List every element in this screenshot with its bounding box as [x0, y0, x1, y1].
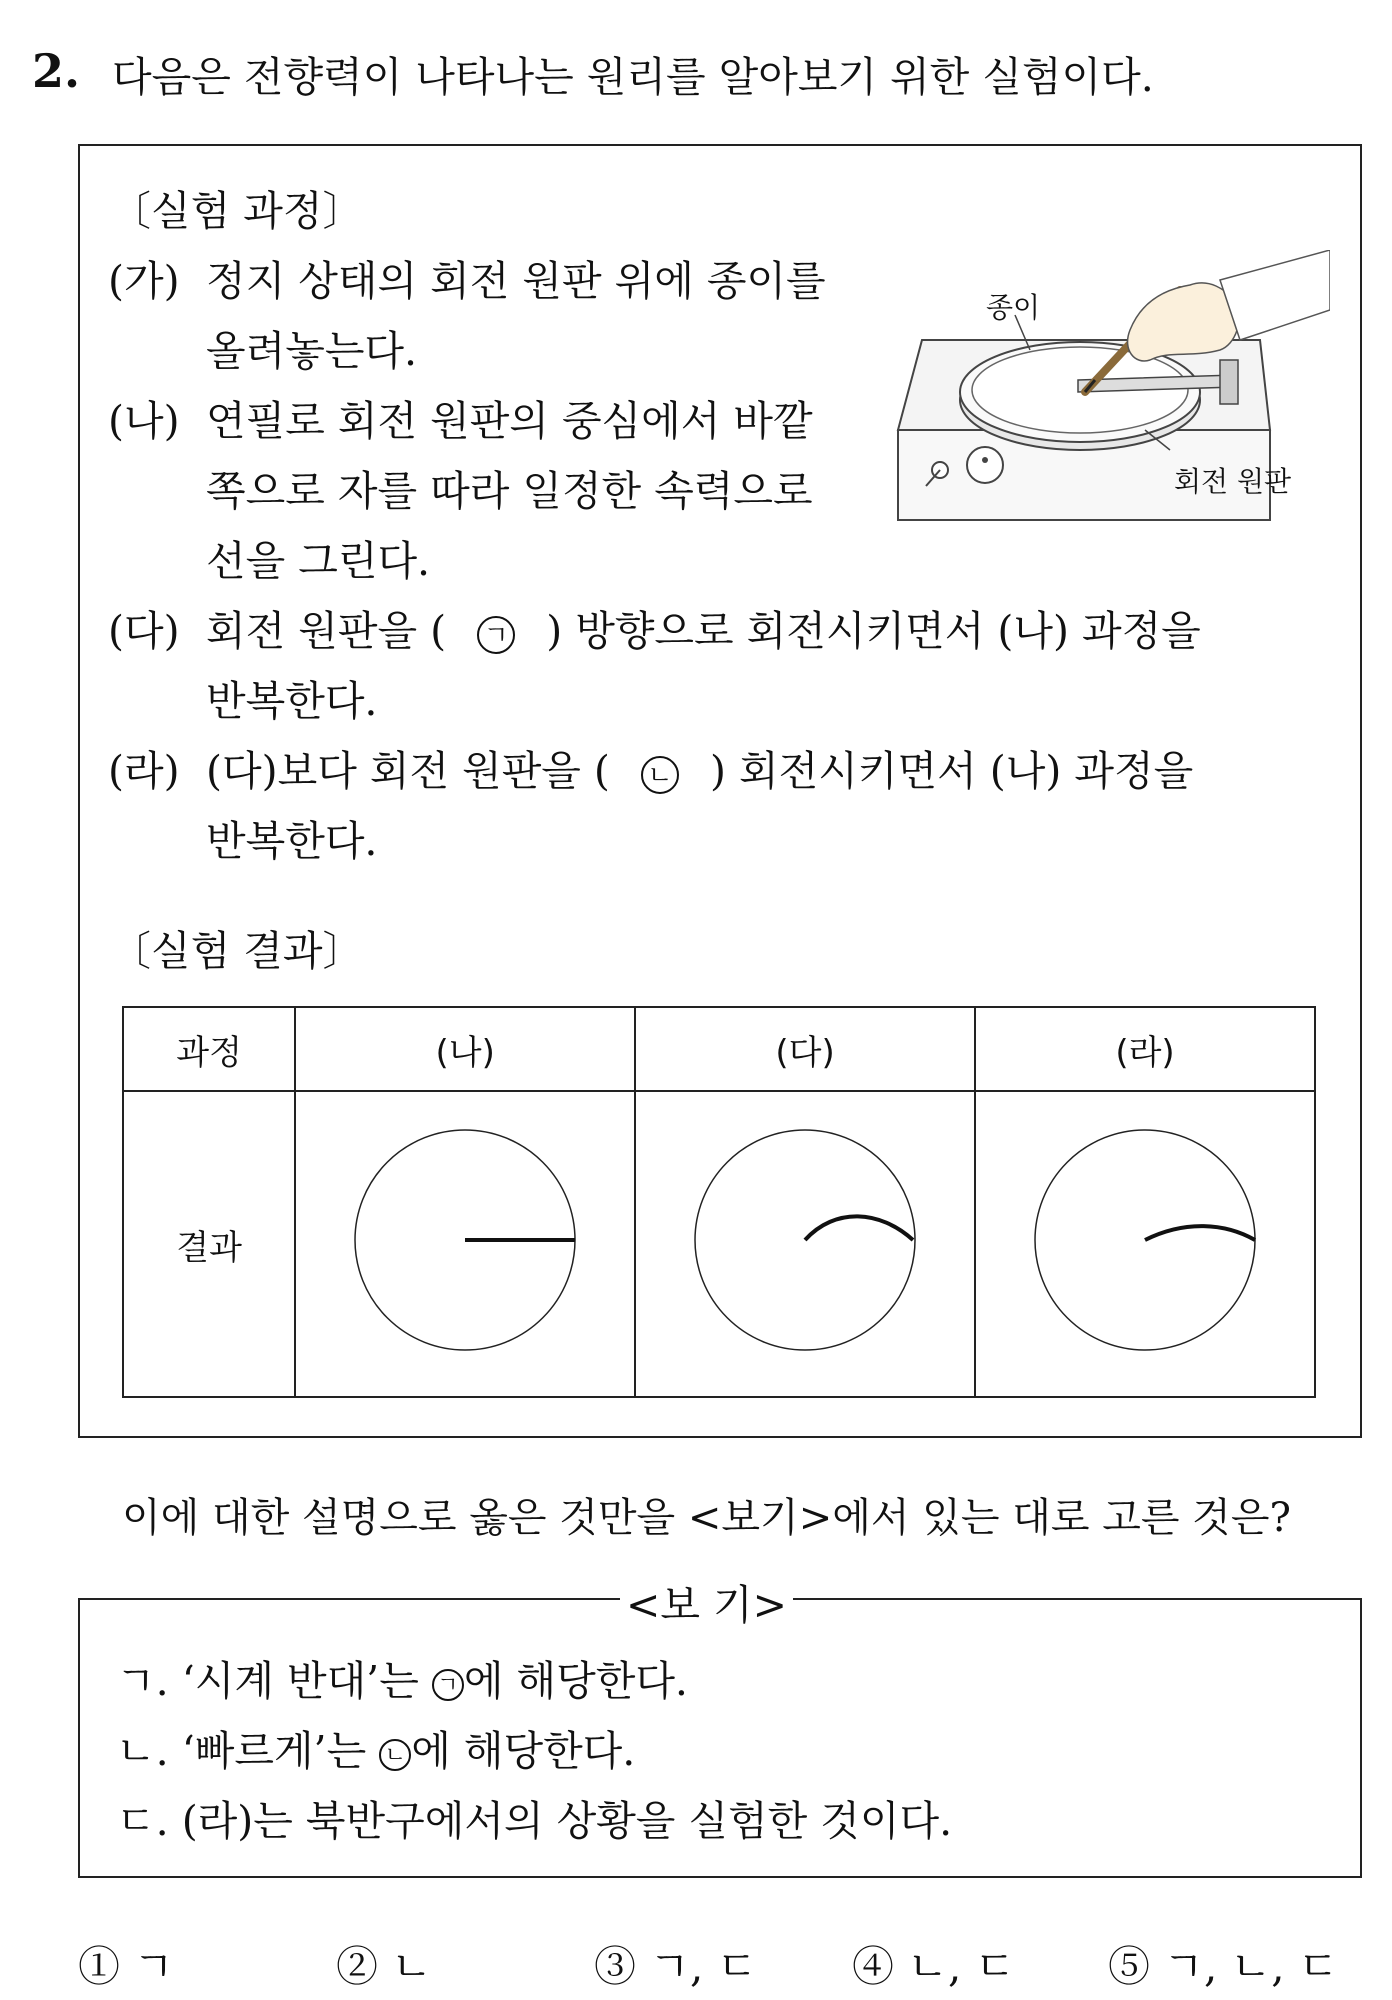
step-ga-line1: 정지 상태의 회전 원판 위에 종이를 — [206, 257, 826, 305]
circled-giyeok-mark: ㄱ — [432, 1669, 464, 1701]
choice-text: ㄱ, ㄷ — [649, 1942, 758, 1991]
step-ra-line1 — [206, 738, 1193, 797]
col-header-da: (다) — [635, 1007, 975, 1091]
choice-text: ㄱ, ㄴ, ㄷ — [1163, 1942, 1339, 1991]
question-number: 2. — [32, 44, 81, 98]
result-diagram-na — [345, 1115, 585, 1365]
question-prompt: 이에 대한 설명으로 옳은 것만을 <보기>에서 있는 대로 고른 것은? — [122, 1495, 1291, 1541]
process-heading: 〔실험 과정〕 — [110, 187, 364, 235]
turntable-figure — [890, 250, 1330, 550]
choice-3[interactable] — [594, 1934, 757, 1994]
choice-1[interactable] — [78, 1934, 174, 1994]
circled-nieun-mark: ㄴ — [379, 1739, 411, 1771]
bogi-item-post: 에 해당한다. — [463, 1657, 688, 1705]
choice-4[interactable] — [852, 1934, 1015, 1994]
result-cell-na — [295, 1091, 635, 1397]
choice-text: ㄴ — [391, 1942, 432, 1991]
col-header-ra: (라) — [975, 1007, 1315, 1091]
result-cell-ra — [975, 1091, 1315, 1397]
step-da-post: ) 방향으로 회전시키면서 (나) 과정을 — [546, 607, 1201, 655]
bogi-item-pre: ‘시계 반대’는 — [181, 1657, 432, 1705]
step-na-line3: 선을 그린다. — [206, 537, 431, 585]
results-body-row — [123, 1091, 1315, 1397]
disk-label: 회전 원판 — [1174, 465, 1292, 498]
step-ra-pre: (다)보다 회전 원판을 ( — [206, 747, 610, 795]
results-table — [122, 1006, 1316, 1398]
result-diagram-ra — [1025, 1115, 1265, 1365]
result-diagram-da — [685, 1115, 925, 1365]
step-na-label: (나) — [108, 397, 180, 445]
blank-giyeok-mark: ㄱ — [477, 616, 515, 654]
choice-2[interactable] — [336, 1934, 432, 1994]
choice-5[interactable] — [1108, 1934, 1339, 1994]
results-header-row — [123, 1007, 1315, 1091]
bogi-item-pre: ‘빠르게’는 — [181, 1727, 380, 1775]
choice-text: ㄱ — [133, 1942, 174, 1991]
question-text: 다음은 전향력이 나타나는 원리를 알아보기 위한 실험이다. — [112, 53, 1154, 101]
bogi-item-label: ㄴ. — [116, 1727, 169, 1775]
choice-number: ⑤ — [1108, 1942, 1151, 1991]
choice-number: ① — [78, 1942, 121, 1991]
choice-number: ③ — [594, 1942, 637, 1991]
col-header-na: (나) — [295, 1007, 635, 1091]
bogi-item-nieun — [116, 1718, 635, 1777]
step-ra-post: ) 회전시키면서 (나) 과정을 — [710, 747, 1194, 795]
step-ga-line2: 올려놓는다. — [206, 327, 418, 375]
blank-nieun-mark: ㄴ — [641, 756, 679, 794]
curved-trace — [805, 1216, 913, 1240]
bogi-item-label: ㄱ. — [116, 1657, 169, 1705]
choice-number: ④ — [852, 1942, 895, 1991]
step-ra-line2: 반복한다. — [206, 817, 378, 865]
bogi-title: <보 기> — [620, 1572, 793, 1631]
row-header-process: 과정 — [123, 1007, 295, 1091]
step-ra-label: (라) — [108, 747, 180, 795]
row-header-result: 결과 — [123, 1091, 295, 1397]
curved-trace — [1145, 1226, 1255, 1240]
bogi-item-digeut — [116, 1788, 952, 1847]
bogi-item-post: 에 해당한다. — [411, 1727, 636, 1775]
step-ga-label: (가) — [108, 257, 180, 305]
step-da-pre: 회전 원판을 ( — [206, 607, 447, 655]
choice-number: ② — [336, 1942, 379, 1991]
result-cell-da — [635, 1091, 975, 1397]
bogi-item-giyeok — [116, 1648, 688, 1707]
step-na-line2: 쪽으로 자를 따라 일정한 속력으로 — [206, 467, 813, 515]
step-da-line2: 반복한다. — [206, 677, 378, 725]
result-heading: 〔실험 결과〕 — [110, 927, 364, 975]
step-da-label: (다) — [108, 607, 180, 655]
paper-label: 종이 — [986, 291, 1041, 324]
bogi-item-label: ㄷ. — [116, 1797, 169, 1845]
step-na-line1: 연필로 회전 원판의 중심에서 바깥 — [206, 397, 813, 445]
choice-text: ㄴ, ㄷ — [907, 1942, 1016, 1991]
step-da-line1 — [206, 598, 1201, 657]
bogi-item-text: (라)는 북반구에서의 상황을 실험한 것이다. — [181, 1797, 953, 1845]
